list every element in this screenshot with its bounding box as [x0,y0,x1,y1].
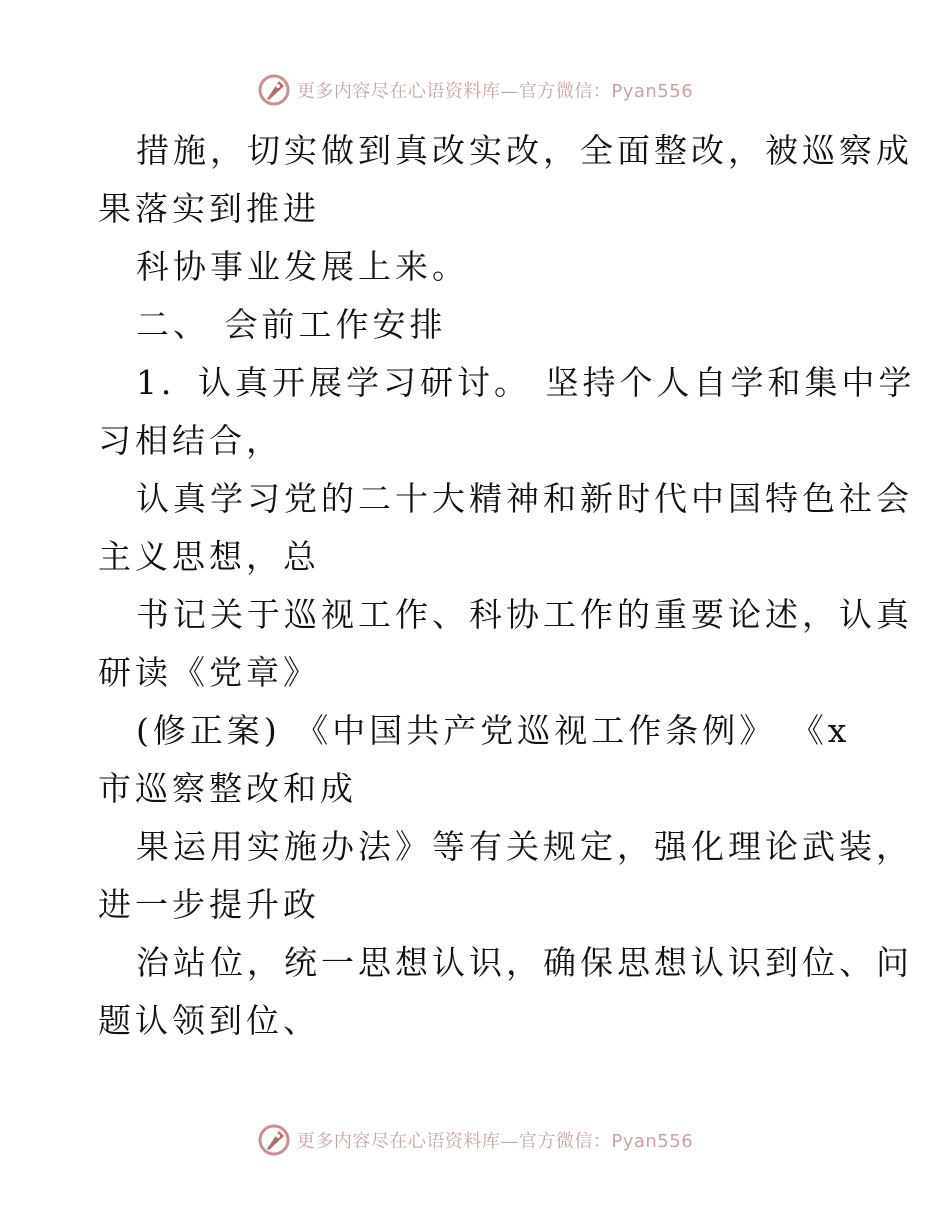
bottom-watermark-banner [0,1120,950,1160]
watermark-group [257,1123,693,1157]
document-line: (修正案) 《中国共产党巡视工作条例》 《x [136,711,851,750]
watermark-brand-text: 更多内容尽在心语资料库—官方微信： [296,1131,612,1152]
document-line: 习相结合， [98,421,283,460]
document-line: 主义思想，总 [98,537,320,576]
document-line: 1．认真开展学习研讨。 坚持个人自学和集中学 [136,363,916,402]
watermark-group [257,73,693,107]
document-line: 题认领到位、 [98,1001,320,1040]
document-line: 书记关于巡视工作、科协工作的重要论述，认真 [136,595,913,634]
document-line: 措施，切实做到真改实改，全面整改，被巡察成 [136,131,913,170]
document-line: 果运用实施办法》等有关规定，强化理论武装， [136,827,913,866]
pen-nib-logo-icon [257,1123,291,1157]
watermark-wechat-id: Pyan556 [611,81,694,102]
document-line: 进一步提升政 [98,885,320,924]
top-watermark-banner [0,70,950,110]
pen-nib-logo-icon [257,73,291,107]
document-line: 认真学习党的二十大精神和新时代中国特色社会 [136,479,913,518]
document-line: 二、 会前工作安排 [136,305,447,344]
document-line: 果落实到推进 [98,189,320,228]
document-body [98,122,916,1050]
document-line: 治站位，统一思想认识，确保思想认识到位、问 [136,943,913,982]
watermark-text [297,77,693,103]
document-line: 市巡察整改和成 [98,769,357,808]
document-line: 科协事业发展上来。 [136,247,469,286]
watermark-wechat-id: Pyan556 [611,1131,694,1152]
watermark-text [297,1127,693,1153]
document-line: 研读《党章》 [98,653,320,692]
watermark-brand-text: 更多内容尽在心语资料库—官方微信： [296,81,612,102]
